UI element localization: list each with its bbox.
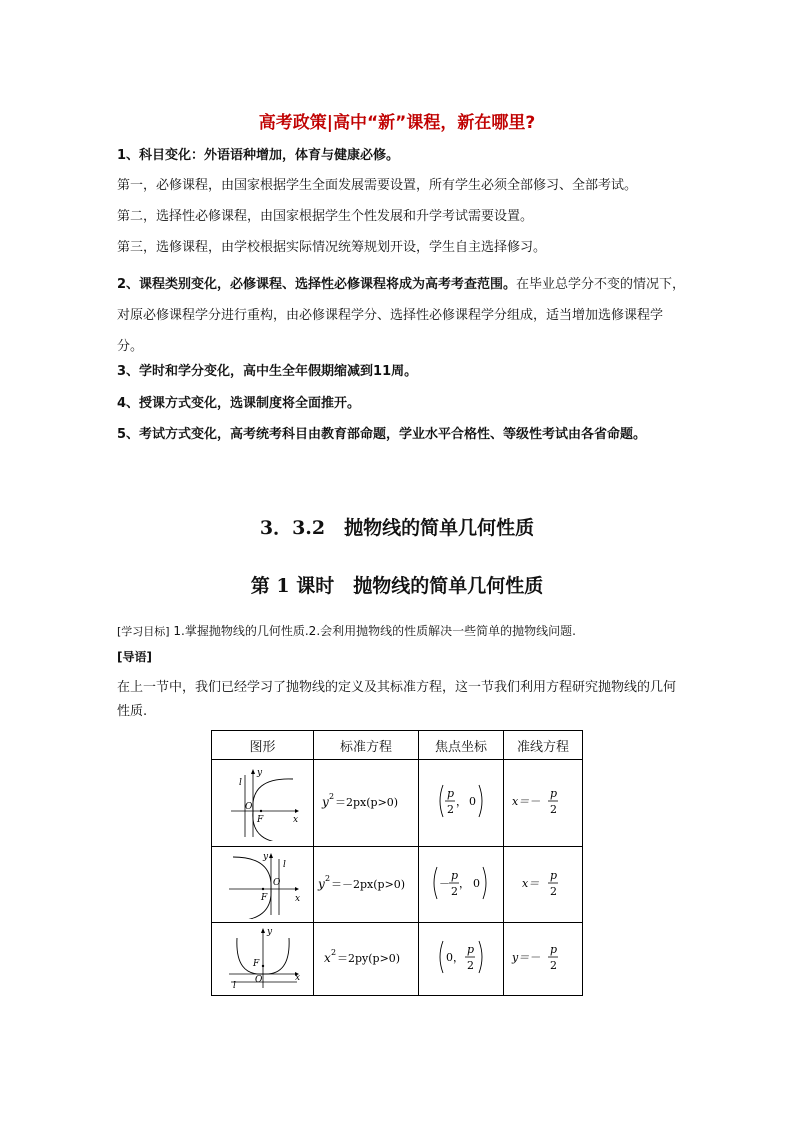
equation-exponent: 2 [331,948,337,957]
axis-label-y: y [266,927,272,937]
news-title: 高考政策|高中“新”课程，新在哪里? [258,113,536,133]
news-item-5: 5、考试方式变化，高考统考科目由教育部命题，学业水平合格性、等级性考试由各省命题。 [117,427,647,442]
news-para-2: 第二，选择性必修课程，由国家根据学生个性发展和升学考试需要设置。 [117,209,534,224]
focus-3 [431,935,491,979]
focus-denominator: 2 [451,884,458,898]
directrix-3 [508,935,578,979]
focus-denominator: 2 [467,959,474,972]
focus-numerator: p [447,787,455,800]
directrix-cell [504,847,583,923]
equation-3 [316,945,416,969]
directrix-1 [508,779,578,823]
directrix-2 [508,861,578,905]
equation-var: y [318,876,325,891]
svg-text:，: ， [456,795,467,808]
focus-cell [419,847,504,923]
parabola-up-graph [223,926,303,992]
origin-label: O [272,877,280,888]
focus-cell [419,760,504,847]
news-item-2 [117,269,687,362]
equation-rhs: ＝－2px(p>0) [331,877,406,891]
equation-exponent: 2 [329,792,335,801]
table-header-row [212,731,583,760]
equation-exponent: 2 [325,873,331,883]
table-row [212,923,583,996]
equation-var: y [322,795,329,809]
directrix-label: l [238,778,242,788]
table-row [212,760,583,847]
svg-text:，: ， [459,876,470,890]
focus-label: F [256,815,263,825]
news-item-2-bold: 2、课程类别变化，必修课程、选择性必修课程将成为高考考查范围。 [117,277,517,292]
directrix-denominator: 2 [550,884,557,898]
parabola-left-graph [223,851,303,919]
focus-label: F [252,959,259,969]
learning-goals [117,622,687,639]
equation-rhs: ＝2py(p>0) [337,952,401,965]
intro-text: 在上一节中，我们已经学习了抛物线的定义及其标准方程，这一节我们利用方程研究抛物线的几何性质. [117,680,677,719]
focus-numerator: p [451,868,459,882]
parabola-right-graph [223,765,303,841]
table-row [212,847,583,923]
axis-label-y: y [256,768,262,778]
axis-label-x: x [294,973,300,983]
news-para-1: 第一，必修课程，由国家根据学生全面发展需要设置，所有学生必须全部修习、全部考试。 [117,178,638,193]
svg-text:，: ， [453,951,464,964]
lesson-title: 第 1 课时 抛物线的简单几何性质 [250,575,544,597]
origin-label: O [244,802,252,812]
header-standard-equation: 标准方程 [314,731,419,760]
directrix-cell [504,760,583,847]
learning-goals-label: [学习目标] [117,625,170,638]
focus-other-coord: 0 [473,876,480,890]
news-item-1: 1、科目变化：外语语种增加，体育与健康必修。 [117,148,400,163]
directrix-lhs: x＝ [522,876,540,890]
equation-2 [316,871,416,895]
directrix-cell [504,923,583,996]
equation-cell [314,847,419,923]
news-item-4: 4、授课方式变化，选课制度将全面推开。 [117,396,361,411]
focus-numerator: p [467,943,475,956]
focus-label: F [260,892,267,903]
directrix-numerator: p [550,868,558,882]
equation-cell [314,923,419,996]
directrix-label: l [282,859,286,870]
news-item-3: 3、学时和学分变化，高中生全年假期缩减到11周。 [117,364,418,379]
axis-label-x: x [292,815,298,825]
focus-denominator: 2 [447,803,454,816]
directrix-lhs: x＝－ [512,795,541,808]
focus-other-coord: 0 [446,951,453,964]
news-para-3: 第三，选修课程，由学校根据实际情况统筹规划开设，学生自主选择修习。 [117,240,547,255]
header-directrix: 准线方程 [504,731,583,760]
graph-cell [212,760,314,847]
origin-label: O [254,975,262,985]
axis-label-x: x [294,893,300,904]
focus-1 [431,779,491,823]
directrix-label: l [232,981,236,991]
equation-var: x [324,951,331,965]
focus-sign: － [439,876,450,890]
equation-rhs: ＝2px(p>0) [335,796,399,809]
focus-other-coord: 0 [469,795,476,808]
directrix-lhs: y＝－ [512,951,541,964]
focus-cell [419,923,504,996]
directrix-denominator: 2 [550,803,557,816]
parabola-properties-table [211,730,583,996]
equation-cell [314,760,419,847]
equation-1 [316,789,416,813]
header-graph: 图形 [212,731,314,760]
news-item-2-rest: 在毕业总学分不变的情况下，对原必修课程学分进行重构，由必修课程学分、选择性必修课程学分组成，适当增加选修课程学分。 [117,277,686,354]
graph-cell [212,923,314,996]
section-title: 3．3.2 抛物线的简单几何性质 [259,517,535,539]
directrix-numerator: p [550,787,558,800]
directrix-denominator: 2 [550,959,557,972]
graph-cell [212,847,314,923]
learning-goals-text: 1.掌握抛物线的几何性质.2.会利用抛物线的性质解决一些简单的抛物线问题. [173,624,576,638]
axis-label-y: y [262,851,268,862]
header-focus: 焦点坐标 [419,731,504,760]
focus-2 [429,861,493,905]
directrix-numerator: p [550,943,558,956]
intro-label: [导语] [117,650,152,664]
